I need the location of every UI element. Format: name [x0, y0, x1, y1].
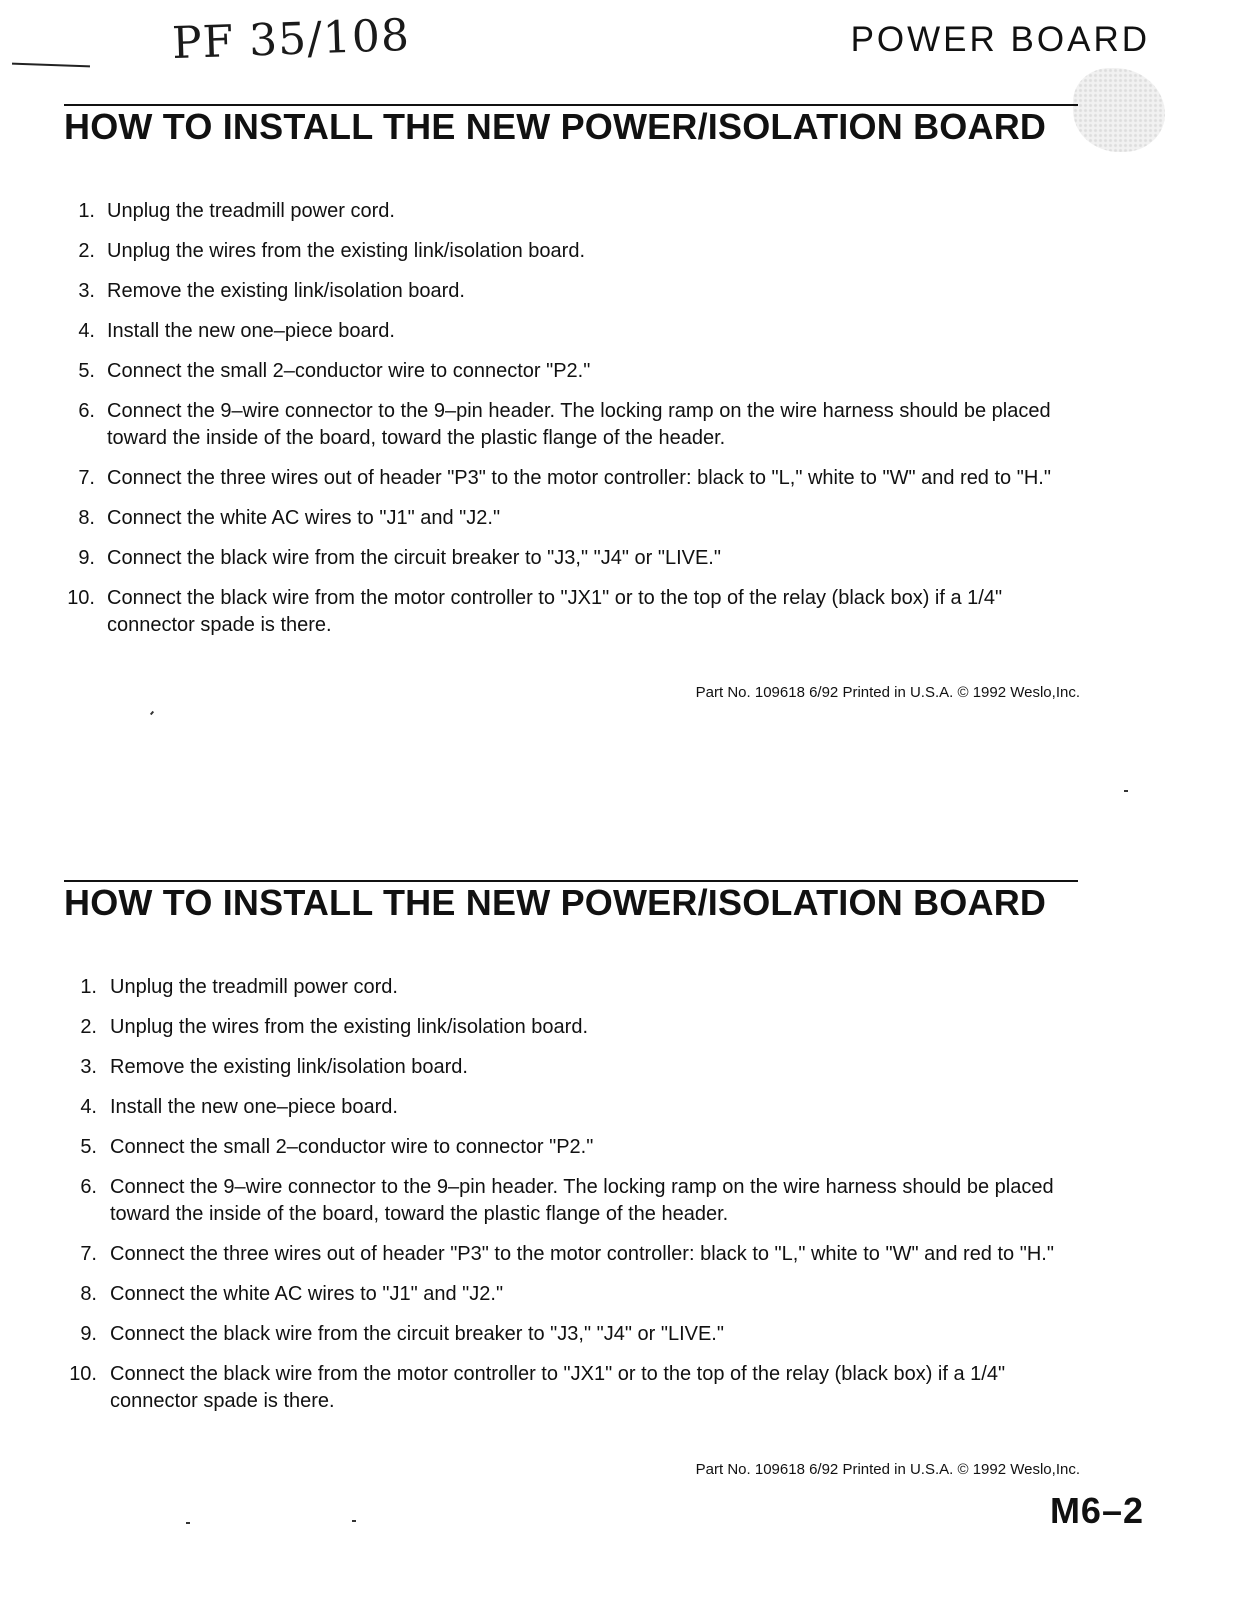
step-number: 1. — [78, 200, 95, 222]
handwritten-note: PF 35/108 — [171, 9, 411, 70]
step-item — [0, 198, 1238, 225]
step-text: Remove the existing link/isolation board. — [110, 1056, 468, 1078]
step-number: 2. — [80, 1016, 97, 1038]
step-text: Connect the black wire from the motor controller to "JX1" or to the top of the relay (black box) if a 1/4" connector spade is there. — [110, 1363, 1006, 1412]
step-number: 6. — [78, 400, 95, 422]
step-number: 10. — [67, 587, 95, 609]
scan-speck — [1124, 790, 1128, 792]
step-item — [0, 1174, 1238, 1228]
step-text: Connect the 9–wire connector to the 9–pin header. The locking ramp on the wire harness should be placed toward the inside of the board, toward the plastic flange of the header. — [107, 400, 1051, 449]
step-number: 9. — [78, 547, 95, 569]
page-number: M6–2 — [1049, 1490, 1144, 1531]
step-item — [0, 278, 1238, 305]
handwritten-dash — [12, 63, 90, 68]
step-item — [0, 358, 1238, 385]
scan-speck — [150, 711, 154, 715]
step-item — [0, 1054, 1238, 1081]
section-title: HOW TO INSTALL THE NEW POWER/ISOLATION BOARD — [64, 106, 1047, 147]
step-number: 4. — [78, 320, 95, 342]
step-item — [0, 1281, 1238, 1308]
step-text: Unplug the treadmill power cord. — [110, 976, 398, 998]
scan-speck — [352, 1520, 356, 1522]
step-item — [0, 1241, 1238, 1268]
step-text: Connect the black wire from the motor controller to "JX1" or to the top of the relay (black box) if a 1/4" connector spade is there. — [107, 587, 1003, 636]
step-item — [0, 238, 1238, 265]
step-number: 7. — [80, 1243, 97, 1265]
step-list — [0, 974, 1238, 1428]
step-number: 3. — [78, 280, 95, 302]
step-item — [0, 545, 1238, 572]
step-text: Connect the white AC wires to "J1" and "J2." — [110, 1283, 504, 1305]
step-number: 10. — [69, 1363, 97, 1385]
step-text: Unplug the wires from the existing link/isolation board. — [110, 1016, 589, 1038]
step-number: 5. — [78, 360, 95, 382]
step-number: 2. — [78, 240, 95, 262]
step-item — [0, 1134, 1238, 1161]
step-text: Connect the white AC wires to "J1" and "J2." — [107, 507, 501, 529]
step-item — [0, 1014, 1238, 1041]
part-number-footer: Part No. 109618 6/92 Printed in U.S.A. © 1992 Weslo,Inc. — [695, 1461, 1080, 1478]
part-number-footer: Part No. 109618 6/92 Printed in U.S.A. © 1992 Weslo,Inc. — [695, 684, 1080, 701]
step-item — [0, 1094, 1238, 1121]
header-label: POWER BOARD — [850, 20, 1150, 59]
step-text: Install the new one–piece board. — [110, 1096, 398, 1118]
step-text: Unplug the wires from the existing link/isolation board. — [107, 240, 586, 262]
step-item — [0, 585, 1238, 639]
step-item — [0, 974, 1238, 1001]
step-text: Connect the black wire from the circuit breaker to "J3," "J4" or "LIVE." — [110, 1323, 724, 1345]
step-item — [0, 505, 1238, 532]
step-text: Connect the three wires out of header "P3" to the motor controller: black to "L," white to "W" and red to "H." — [107, 467, 1051, 489]
step-text: Connect the black wire from the circuit breaker to "J3," "J4" or "LIVE." — [107, 547, 721, 569]
step-text: Install the new one–piece board. — [107, 320, 395, 342]
step-number: 4. — [80, 1096, 97, 1118]
step-number: 7. — [78, 467, 95, 489]
scan-speck — [186, 1522, 190, 1524]
step-text: Unplug the treadmill power cord. — [107, 200, 395, 222]
step-number: 1. — [80, 976, 97, 998]
step-number: 3. — [80, 1056, 97, 1078]
step-item — [0, 318, 1238, 345]
step-text: Connect the three wires out of header "P3" to the motor controller: black to "L," white to "W" and red to "H." — [110, 1243, 1054, 1265]
step-item — [0, 1361, 1238, 1415]
step-text: Connect the small 2–conductor wire to connector "P2." — [107, 360, 591, 382]
step-number: 8. — [80, 1283, 97, 1305]
step-number: 8. — [78, 507, 95, 529]
step-item — [0, 398, 1238, 452]
step-number: 5. — [80, 1136, 97, 1158]
step-text: Connect the small 2–conductor wire to connector "P2." — [110, 1136, 594, 1158]
step-text: Connect the 9–wire connector to the 9–pin header. The locking ramp on the wire harness should be placed toward the inside of the board, toward the plastic flange of the header. — [110, 1176, 1054, 1225]
step-text: Remove the existing link/isolation board. — [107, 280, 465, 302]
step-number: 6. — [80, 1176, 97, 1198]
step-item — [0, 1321, 1238, 1348]
step-item — [0, 465, 1238, 492]
step-list — [0, 198, 1238, 652]
step-number: 9. — [80, 1323, 97, 1345]
section-title: HOW TO INSTALL THE NEW POWER/ISOLATION BOARD — [64, 882, 1047, 923]
stamp-smudge — [1073, 68, 1165, 152]
